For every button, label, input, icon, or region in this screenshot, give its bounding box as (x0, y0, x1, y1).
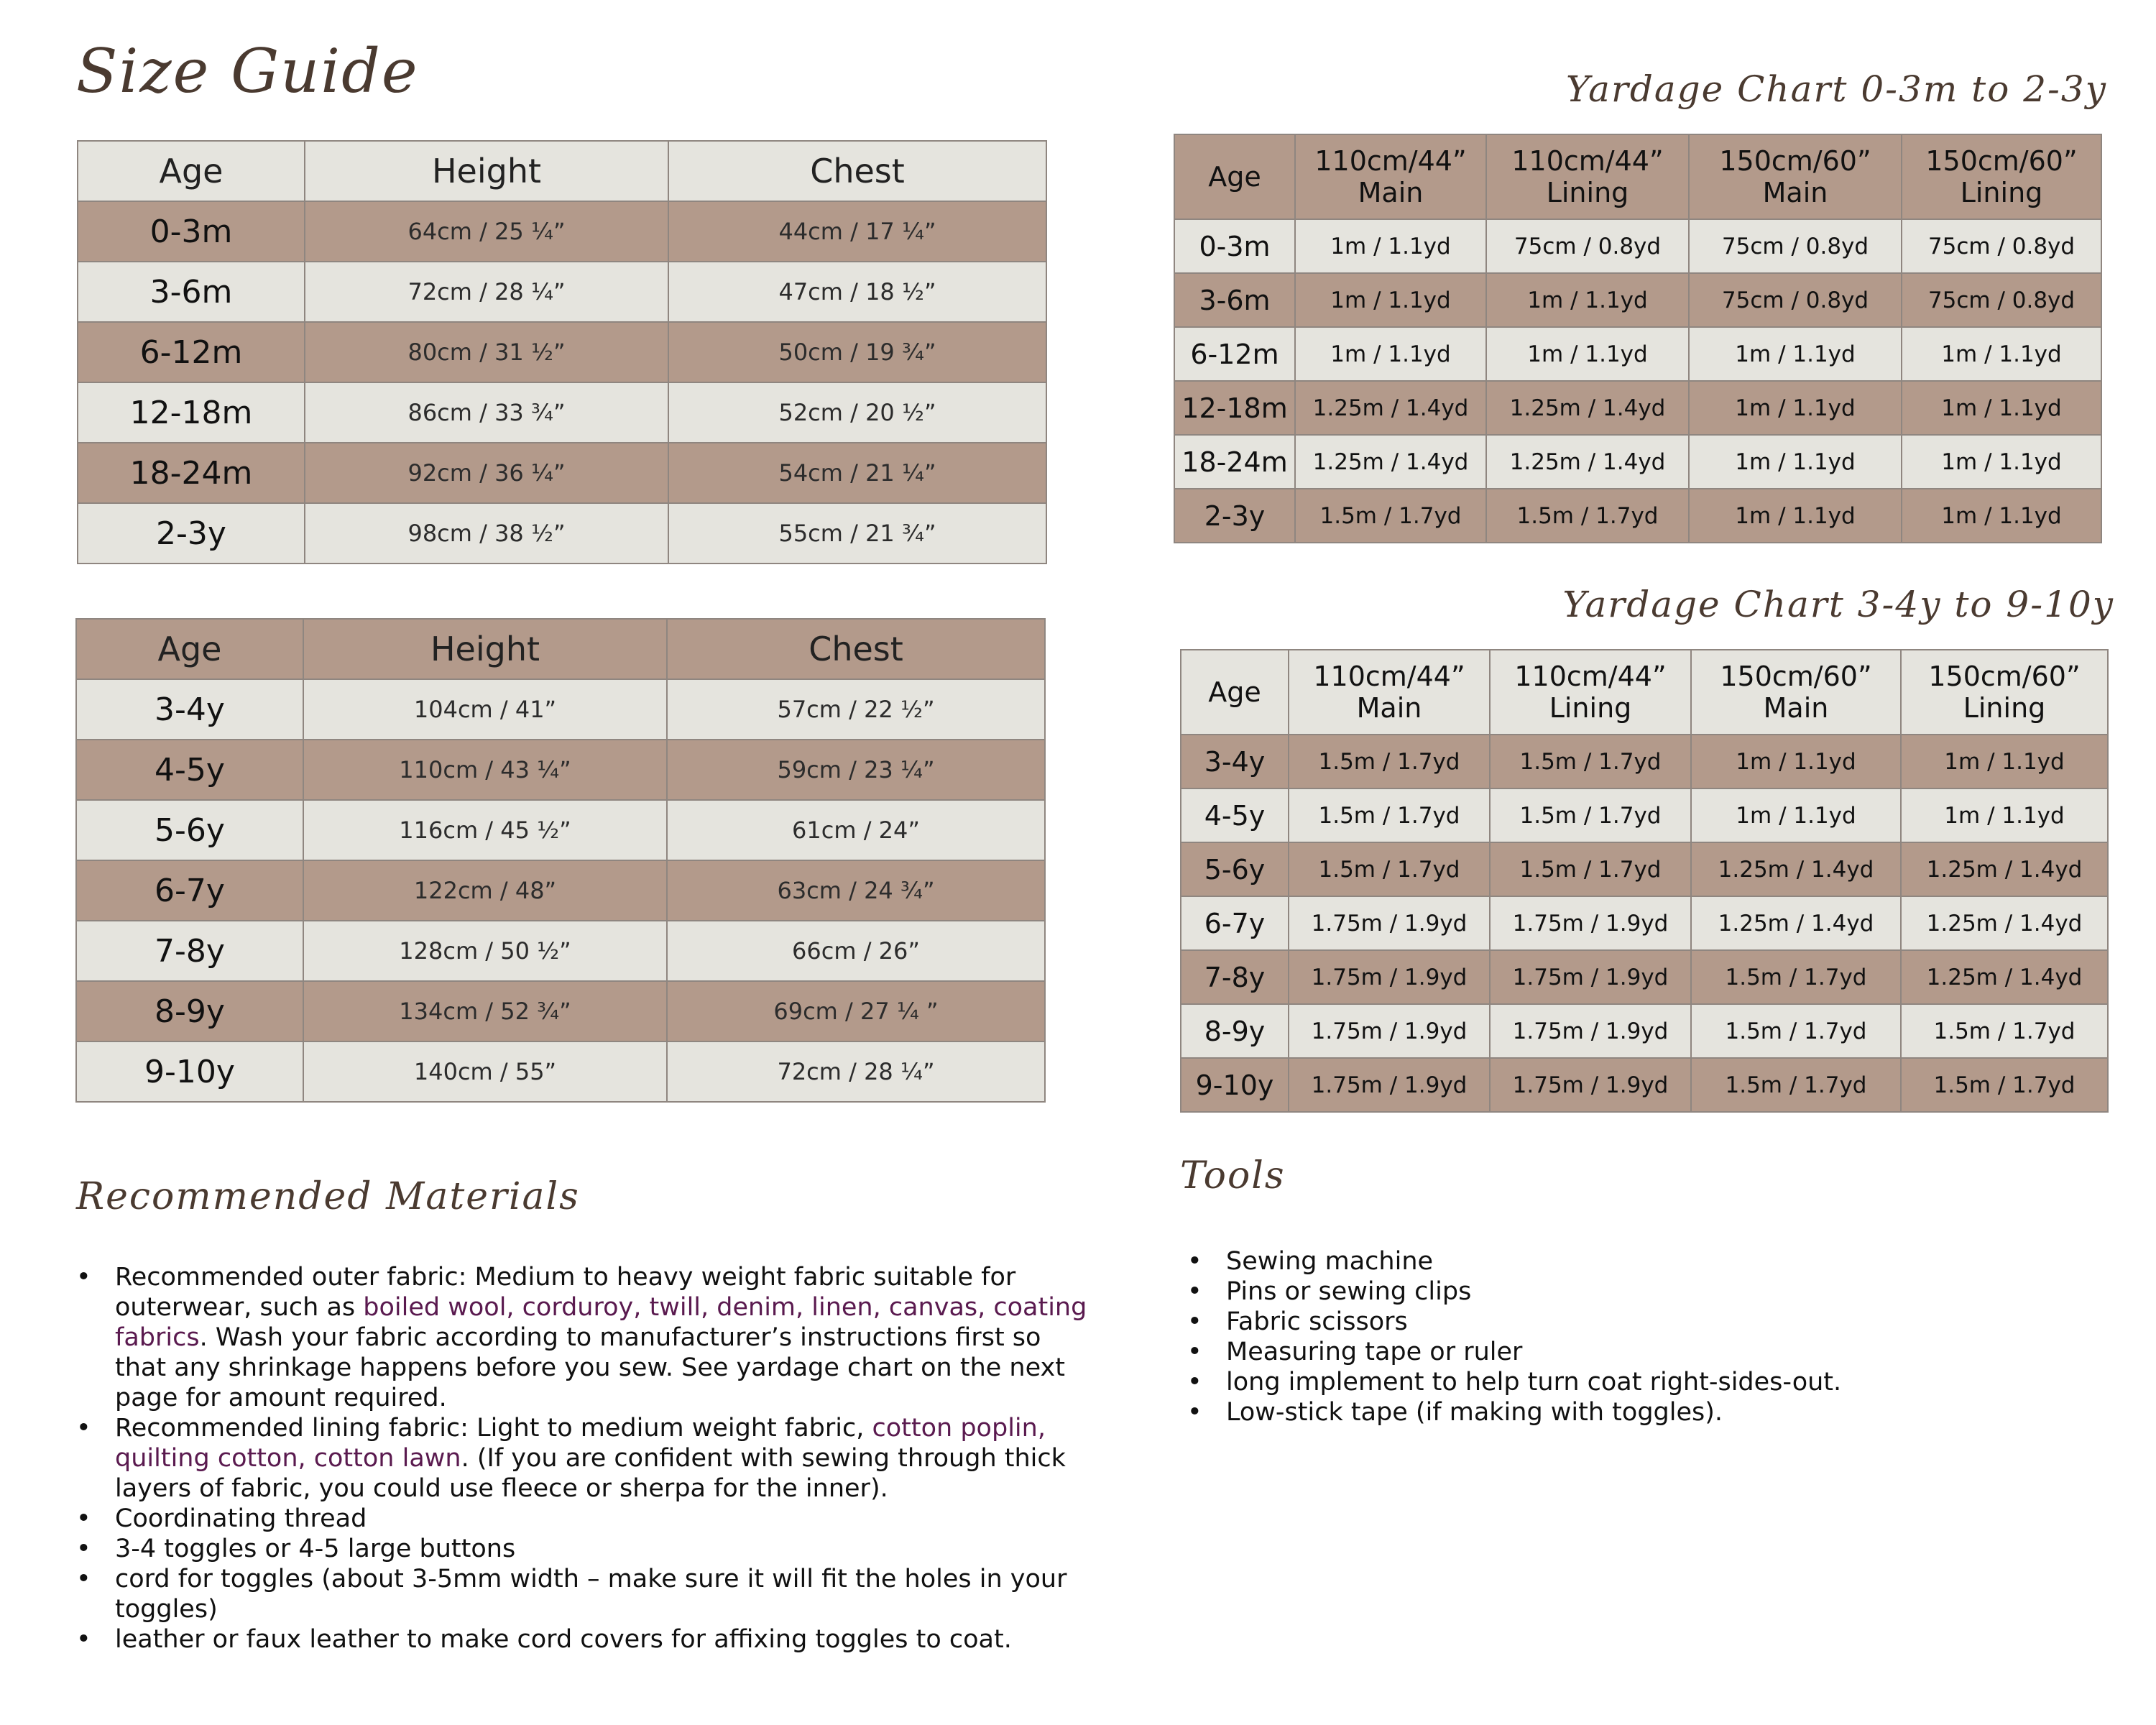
age-cell: 12-18m (78, 382, 305, 443)
height-cell: 134cm / 52 ¾” (303, 981, 667, 1041)
yardage-cell: 1.25m / 1.4yd (1486, 435, 1689, 489)
age-cell: 0-3m (1174, 219, 1295, 273)
table-row (78, 201, 1046, 262)
age-cell: 4-5y (1181, 788, 1289, 842)
age-cell: 6-12m (78, 322, 305, 382)
age-cell: 3-4y (1181, 735, 1289, 788)
yardage-cell: 1m / 1.1yd (1901, 735, 2108, 788)
table-row (1174, 489, 2101, 543)
table-row (78, 443, 1046, 503)
age-cell: 2-3y (78, 503, 305, 564)
list-item: • Pins or sewing clips (1187, 1276, 2122, 1307)
yardage-cell: 1m / 1.1yd (1689, 435, 1902, 489)
yardage-header-row (1181, 650, 2108, 735)
height-cell: 98cm / 38 ½” (305, 503, 668, 564)
list-item: • cord for toggles (about 3-5mm width – make sure it will fit the holes in your toggles) (76, 1564, 1097, 1624)
table-row (76, 981, 1045, 1041)
yardage-cell: 1.5m / 1.7yd (1490, 735, 1691, 788)
table-row (1174, 219, 2101, 273)
yardage-chart-0-3m-to-2-3y (1174, 134, 2102, 543)
chest-cell: 50cm / 19 ¾” (668, 322, 1046, 382)
yardage-cell: 1.25m / 1.4yd (1901, 896, 2108, 950)
table-row (78, 262, 1046, 322)
height-cell: 128cm / 50 ½” (303, 921, 667, 981)
height-cell: 140cm / 55” (303, 1041, 667, 1102)
age-cell: 7-8y (1181, 950, 1289, 1004)
chest-cell: 69cm / 27 ¼ ” (667, 981, 1045, 1041)
age-cell: 0-3m (78, 201, 305, 262)
yardage-cell: 1.25m / 1.4yd (1295, 435, 1486, 489)
yardage-cell: 75cm / 0.8yd (1486, 219, 1689, 273)
yardage-cell: 1.75m / 1.9yd (1490, 950, 1691, 1004)
table-row (1181, 842, 2108, 896)
yardage-cell: 1.5m / 1.7yd (1691, 950, 1901, 1004)
col-header-150-lining: 150cm/60” Lining (1901, 650, 2108, 735)
table-row (1174, 327, 2101, 381)
yardage-chart-3-4y-to-9-10y (1180, 649, 2109, 1113)
yardage-cell: 1m / 1.1yd (1295, 327, 1486, 381)
col-header-height: Height (305, 141, 668, 201)
materials-list (76, 1262, 1097, 1655)
yardage-cell: 1.75m / 1.9yd (1289, 1058, 1490, 1112)
size-table-0-3m-to-2-3y (77, 140, 1047, 564)
list-item: • 3-4 toggles or 4-5 large buttons (76, 1534, 1097, 1564)
col-header-150-lining: 150cm/60” Lining (1902, 134, 2101, 219)
table-row (1174, 435, 2101, 489)
yardage-cell: 1.25m / 1.4yd (1901, 842, 2108, 896)
chest-cell: 61cm / 24” (667, 800, 1045, 860)
yardage-cell: 1.25m / 1.4yd (1691, 842, 1901, 896)
yardage-cell: 75cm / 0.8yd (1902, 219, 2101, 273)
chest-cell: 54cm / 21 ¼” (668, 443, 1046, 503)
yardage-chart-1-title: Yardage Chart 0-3m to 2-3y (1566, 68, 2107, 110)
list-item: • Coordinating thread (76, 1504, 1097, 1534)
age-cell: 3-6m (78, 262, 305, 322)
height-cell: 64cm / 25 ¼” (305, 201, 668, 262)
yardage-cell: 1m / 1.1yd (1689, 489, 1902, 543)
table-row (1181, 1058, 2108, 1112)
table-row (1181, 735, 2108, 788)
yardage-cell: 1.75m / 1.9yd (1289, 1004, 1490, 1058)
table-row (76, 1041, 1045, 1102)
yardage-cell: 1.5m / 1.7yd (1486, 489, 1689, 543)
table-row (1181, 788, 2108, 842)
table-row (78, 322, 1046, 382)
height-cell: 104cm / 41” (303, 679, 667, 740)
yardage-cell: 1.25m / 1.4yd (1295, 381, 1486, 435)
list-item: • Low-stick tape (if making with toggles). (1187, 1397, 2122, 1427)
col-header-age: Age (1181, 650, 1289, 735)
list-item: • Recommended outer fabric: Medium to heavy weight fabric suitable for outerwear, such as boiled wool, corduroy, twill, denim, linen, canvas, coating fabrics. Wash your fabric according to manufacturer’s instructions first so that any shrinkage happens before you sew. See yardage chart on the next page for amount required. (76, 1262, 1097, 1413)
chest-cell: 47cm / 18 ½” (668, 262, 1046, 322)
height-cell: 122cm / 48” (303, 860, 667, 921)
height-cell: 92cm / 36 ¼” (305, 443, 668, 503)
yardage-cell: 1.25m / 1.4yd (1486, 381, 1689, 435)
yardage-cell: 1.75m / 1.9yd (1490, 1004, 1691, 1058)
materials-heading: Recommended Materials (76, 1175, 580, 1218)
col-header-height: Height (303, 619, 667, 679)
table-row (1181, 896, 2108, 950)
yardage-cell: 1.5m / 1.7yd (1289, 842, 1490, 896)
age-cell: 8-9y (1181, 1004, 1289, 1058)
age-cell: 3-4y (76, 679, 303, 740)
yardage-header-row (1174, 134, 2101, 219)
table-row (78, 382, 1046, 443)
yardage-cell: 1m / 1.1yd (1486, 327, 1689, 381)
chest-cell: 63cm / 24 ¾” (667, 860, 1045, 921)
col-header-150-main: 150cm/60” Main (1689, 134, 1902, 219)
yardage-cell: 1.5m / 1.7yd (1295, 489, 1486, 543)
age-cell: 7-8y (76, 921, 303, 981)
size-guide-title: Size Guide (76, 36, 419, 106)
chest-cell: 57cm / 22 ½” (667, 679, 1045, 740)
yardage-cell: 1.75m / 1.9yd (1289, 896, 1490, 950)
yardage-cell: 1.5m / 1.7yd (1490, 842, 1691, 896)
yardage-cell: 1m / 1.1yd (1902, 435, 2101, 489)
yardage-cell: 1.5m / 1.7yd (1901, 1058, 2108, 1112)
size-table-3-4y-to-9-10y (75, 618, 1046, 1103)
list-item: • Measuring tape or ruler (1187, 1337, 2122, 1367)
age-cell: 9-10y (76, 1041, 303, 1102)
yardage-cell: 1m / 1.1yd (1295, 219, 1486, 273)
height-cell: 80cm / 31 ½” (305, 322, 668, 382)
age-cell: 6-7y (76, 860, 303, 921)
yardage-cell: 1m / 1.1yd (1691, 788, 1901, 842)
list-item: • Sewing machine (1187, 1246, 2122, 1276)
col-header-110-main: 110cm/44” Main (1295, 134, 1486, 219)
yardage-cell: 75cm / 0.8yd (1902, 273, 2101, 327)
yardage-cell: 1.25m / 1.4yd (1691, 896, 1901, 950)
age-cell: 5-6y (76, 800, 303, 860)
list-item: • Recommended lining fabric: Light to medium weight fabric, cotton poplin, quilting cotton, cotton lawn. (If you are confident with sewing through thick layers of fabric, you could use fleece or sherpa for the inner). (76, 1413, 1097, 1504)
chest-cell: 44cm / 17 ¼” (668, 201, 1046, 262)
yardage-cell: 1m / 1.1yd (1295, 273, 1486, 327)
age-cell: 18-24m (1174, 435, 1295, 489)
yardage-cell: 1.75m / 1.9yd (1490, 896, 1691, 950)
yardage-cell: 1.5m / 1.7yd (1691, 1004, 1901, 1058)
table-row (78, 503, 1046, 564)
yardage-cell: 1.5m / 1.7yd (1901, 1004, 2108, 1058)
height-cell: 110cm / 43 ¼” (303, 740, 667, 800)
size-table-header-row (76, 619, 1045, 679)
chest-cell: 66cm / 26” (667, 921, 1045, 981)
yardage-cell: 1m / 1.1yd (1486, 273, 1689, 327)
tools-list (1187, 1246, 2122, 1427)
chest-cell: 59cm / 23 ¼” (667, 740, 1045, 800)
col-header-age: Age (1174, 134, 1295, 219)
age-cell: 8-9y (76, 981, 303, 1041)
yardage-cell: 1m / 1.1yd (1901, 788, 2108, 842)
chest-cell: 52cm / 20 ½” (668, 382, 1046, 443)
yardage-cell: 1m / 1.1yd (1689, 381, 1902, 435)
col-header-chest: Chest (667, 619, 1045, 679)
col-header-age: Age (78, 141, 305, 201)
yardage-cell: 75cm / 0.8yd (1689, 273, 1902, 327)
lining-fabric-suggestions: cotton poplin, quilting cotton, cotton lawn (115, 1414, 1046, 1473)
yardage-cell: 1.75m / 1.9yd (1490, 1058, 1691, 1112)
col-header-chest: Chest (668, 141, 1046, 201)
yardage-cell: 1.5m / 1.7yd (1289, 735, 1490, 788)
table-row (76, 679, 1045, 740)
yardage-cell: 1.5m / 1.7yd (1289, 788, 1490, 842)
list-item: • Fabric scissors (1187, 1307, 2122, 1337)
yardage-cell: 1.5m / 1.7yd (1691, 1058, 1901, 1112)
height-cell: 116cm / 45 ½” (303, 800, 667, 860)
age-cell: 12-18m (1174, 381, 1295, 435)
table-row (76, 740, 1045, 800)
table-row (76, 800, 1045, 860)
table-row (76, 921, 1045, 981)
col-header-age: Age (76, 619, 303, 679)
table-row (1174, 381, 2101, 435)
yardage-cell: 1m / 1.1yd (1691, 735, 1901, 788)
col-header-110-main: 110cm/44” Main (1289, 650, 1490, 735)
age-cell: 9-10y (1181, 1058, 1289, 1112)
yardage-cell: 1.25m / 1.4yd (1901, 950, 2108, 1004)
height-cell: 72cm / 28 ¼” (305, 262, 668, 322)
col-header-110-lining: 110cm/44” Lining (1490, 650, 1691, 735)
height-cell: 86cm / 33 ¾” (305, 382, 668, 443)
size-table-header-row (78, 141, 1046, 201)
col-header-110-lining: 110cm/44” Lining (1486, 134, 1689, 219)
age-cell: 6-7y (1181, 896, 1289, 950)
table-row (1174, 273, 2101, 327)
list-item: • long implement to help turn coat right-sides-out. (1187, 1367, 2122, 1397)
yardage-cell: 1m / 1.1yd (1902, 327, 2101, 381)
outer-fabric-suggestions: boiled wool, corduroy, twill, denim, linen, canvas, coating fabrics (115, 1293, 1087, 1352)
table-row (76, 860, 1045, 921)
yardage-cell: 1.75m / 1.9yd (1289, 950, 1490, 1004)
chest-cell: 72cm / 28 ¼” (667, 1041, 1045, 1102)
list-item: • leather or faux leather to make cord covers for affixing toggles to coat. (76, 1624, 1097, 1655)
chest-cell: 55cm / 21 ¾” (668, 503, 1046, 564)
yardage-cell: 1m / 1.1yd (1902, 381, 2101, 435)
age-cell: 2-3y (1174, 489, 1295, 543)
age-cell: 5-6y (1181, 842, 1289, 896)
yardage-chart-2-title: Yardage Chart 3-4y to 9-10y (1562, 584, 2114, 625)
age-cell: 3-6m (1174, 273, 1295, 327)
yardage-cell: 75cm / 0.8yd (1689, 219, 1902, 273)
tools-heading: Tools (1180, 1154, 1286, 1197)
table-row (1181, 1004, 2108, 1058)
yardage-cell: 1m / 1.1yd (1902, 489, 2101, 543)
age-cell: 6-12m (1174, 327, 1295, 381)
col-header-150-main: 150cm/60” Main (1691, 650, 1901, 735)
yardage-cell: 1.5m / 1.7yd (1490, 788, 1691, 842)
table-row (1181, 950, 2108, 1004)
age-cell: 4-5y (76, 740, 303, 800)
age-cell: 18-24m (78, 443, 305, 503)
yardage-cell: 1m / 1.1yd (1689, 327, 1902, 381)
